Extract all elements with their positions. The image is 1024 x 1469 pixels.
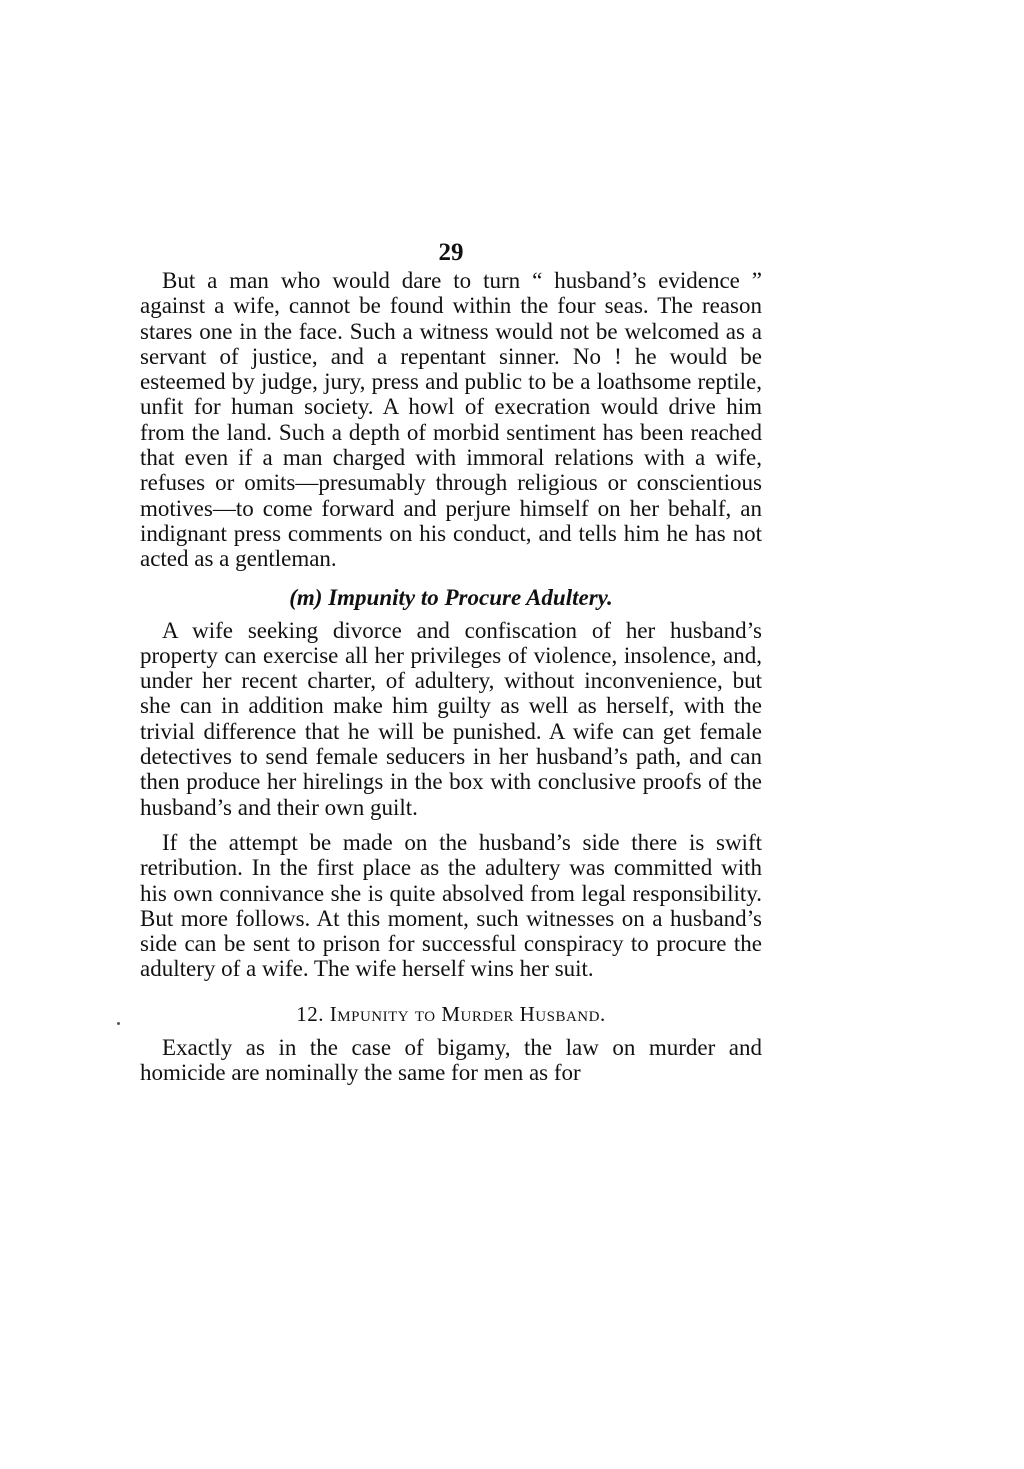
stray-ink-mark	[117, 1022, 120, 1025]
subheading-impunity-procure-adultery: (m) Impunity to Procure Adultery.	[289, 584, 613, 610]
book-page	[140, 238, 762, 1085]
paragraph-husbands-evidence: But a man who would dare to turn “ husband’s evidence ” against a wife, cannot be found within the four seas. The reason stares one in the face. Such a witness would not be welcomed as a servant of justice, and a repentant sinner. No ! he would be esteemed by judge, jury, press and public to be a loathsome reptile, unfit for human society. A howl of execration would drive him from the land. Such a depth of morbid sentiment has been reached that even if a man charged with immoral relations with a wife, refuses or omits—presumably through religious or conscientious motives—to come forward and perjure himself on her behalf, an indignant press comments on his conduct, and tells him he has not acted as a gentleman.	[140, 268, 762, 572]
paragraph-bigamy-murder: Exactly as in the case of bigamy, the law on murder and homicide are nominally the same for men as for	[140, 1034, 762, 1086]
section-heading-impunity-murder-husband: 12. Impunity to Murder Husband.	[296, 1001, 606, 1026]
paragraph-wife-seeking-divorce: A wife seeking divorce and confiscation of her husband’s property can exercise all her privileges of violence, insolence, and, under her recent charter, of adultery, without inconvenience, but she can in addition make him guilty as well as herself, with the trivial difference that he will be punished. A wife can get female detectives to send female seducers in her husband’s path, and can then produce her hirelings in the box with conclusive proofs of the husband’s and their own guilt.	[140, 617, 762, 820]
page-number: 29	[438, 239, 464, 266]
paragraph-husbands-side: If the attempt be made on the husband’s side there is swift retribution. In the first place as the adultery was committed with his own connivance she is quite absolved from legal responsibility. But more follows. At this moment, such witnesses on a husband’s side can be sent to prison for successful conspiracy to procure the adultery of a wife. The wife herself wins her suit.	[140, 829, 762, 982]
